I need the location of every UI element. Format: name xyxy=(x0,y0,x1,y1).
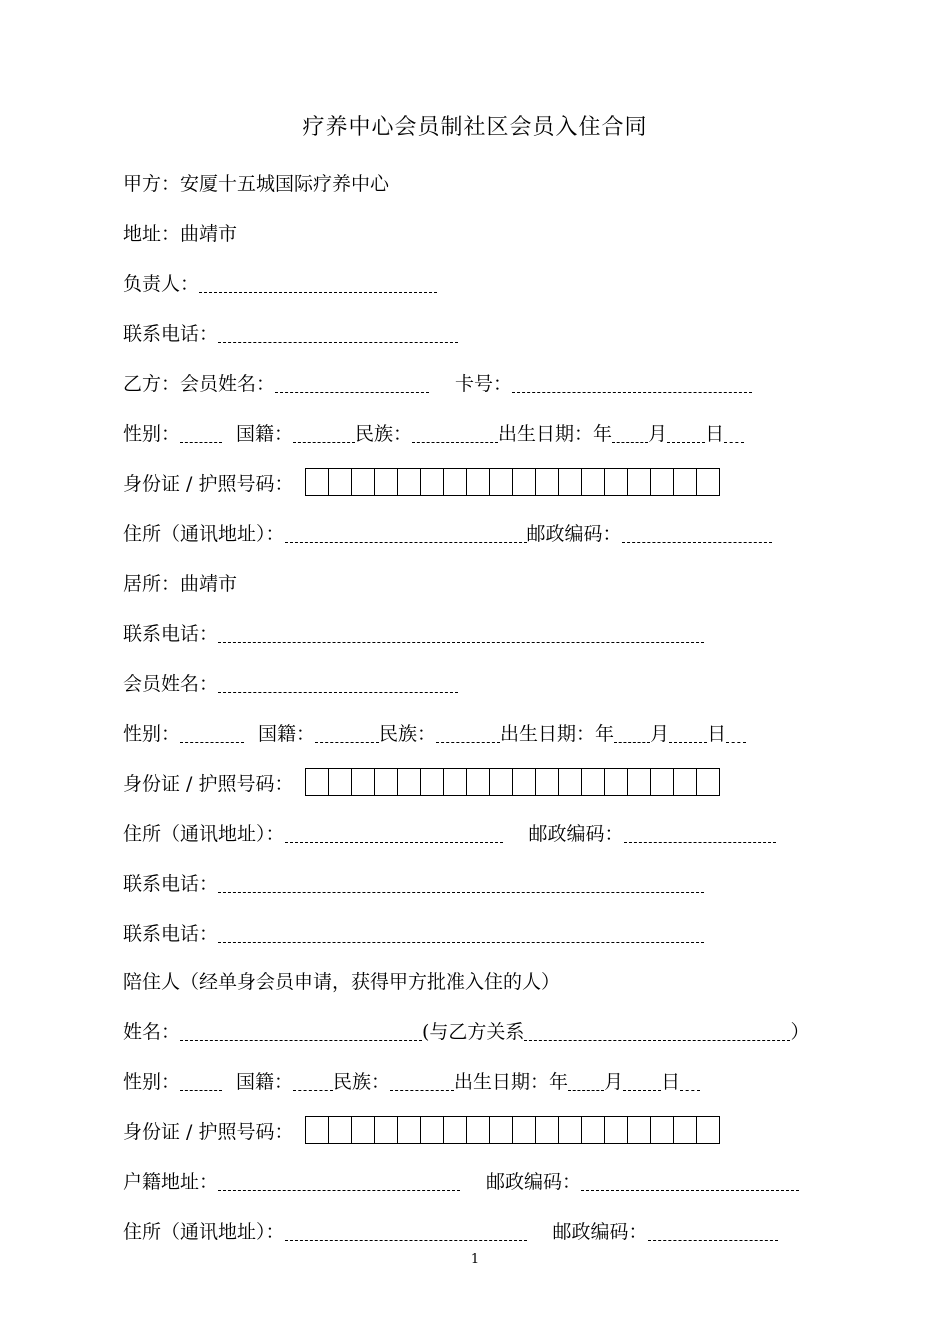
dwelling-value: 曲靖市 xyxy=(180,573,238,595)
household-label: 户籍地址： xyxy=(123,1171,219,1193)
companion-heading-row xyxy=(123,964,830,994)
companion-info-row xyxy=(123,1064,830,1094)
party-b-phone-field[interactable] xyxy=(218,638,704,643)
card-number-field[interactable] xyxy=(512,388,752,393)
birth-label: 出生日期：年 xyxy=(454,1071,569,1093)
phone-label: 联系电话： xyxy=(123,873,219,895)
month-label: 月 xyxy=(648,423,668,445)
address-value: 曲靖市 xyxy=(180,223,238,245)
nationality-label: 国籍： xyxy=(236,423,294,445)
gender-label: 性别： xyxy=(123,723,181,745)
month-label: 月 xyxy=(604,1071,624,1093)
residence-label: 住所（通讯地址）： xyxy=(123,823,285,845)
member-name-field[interactable] xyxy=(275,388,429,393)
second-member-name-field[interactable] xyxy=(218,688,458,693)
person-in-charge-row xyxy=(123,266,830,296)
page-title: 疗养中心会员制社区会员入住合同 xyxy=(302,115,648,140)
postal-field[interactable] xyxy=(581,1186,799,1191)
nationality-field[interactable] xyxy=(315,738,379,743)
gender-label: 性别： xyxy=(123,423,181,445)
companion-household-row xyxy=(123,1164,830,1194)
dwelling-label: 居所： xyxy=(123,573,181,595)
second-member-info-row xyxy=(123,716,830,746)
residence-field[interactable] xyxy=(285,538,527,543)
companion-id-row xyxy=(123,1114,830,1144)
ethnicity-field[interactable] xyxy=(436,738,500,743)
companion-name-row xyxy=(123,1014,830,1044)
birth-month-field[interactable] xyxy=(623,1086,661,1091)
residence-label: 住所（通讯地址）： xyxy=(123,523,285,545)
id-number-boxes[interactable] xyxy=(305,468,720,496)
gender-field[interactable] xyxy=(180,1086,222,1091)
gender-field[interactable] xyxy=(180,438,222,443)
day-label: 日 xyxy=(707,723,727,745)
party-b-info-row xyxy=(123,416,830,446)
postal-label: 邮政编码： xyxy=(552,1221,648,1243)
dwelling-row xyxy=(123,566,830,596)
companion-heading: 陪住人（经单身会员申请，获得甲方批准入住的人） xyxy=(123,971,561,993)
birth-day-field[interactable] xyxy=(726,738,746,743)
party-b-label: 乙方：会员姓名： xyxy=(123,373,276,395)
birth-year-field[interactable] xyxy=(612,438,648,443)
phone-label: 联系电话： xyxy=(123,623,219,645)
second-member-phone-row-1 xyxy=(123,866,830,896)
companion-name-field[interactable] xyxy=(180,1036,422,1041)
party-a-phone-field[interactable] xyxy=(218,338,458,343)
second-member-id-row xyxy=(123,766,830,796)
residence-field[interactable] xyxy=(285,1236,527,1241)
day-label: 日 xyxy=(705,423,725,445)
id-number-boxes[interactable] xyxy=(305,768,720,796)
name-label: 姓名： xyxy=(123,1021,181,1043)
ethnicity-field[interactable] xyxy=(390,1086,454,1091)
id-label: 身份证 / 护照号码： xyxy=(123,473,294,495)
second-member-phone-field-1[interactable] xyxy=(218,888,704,893)
postal-label: 邮政编码： xyxy=(528,823,624,845)
person-in-charge-label: 负责人： xyxy=(123,273,200,295)
postal-label: 邮政编码： xyxy=(486,1171,582,1193)
postal-label: 邮政编码： xyxy=(526,523,622,545)
party-b-phone-row xyxy=(123,616,830,646)
birth-label: 出生日期：年 xyxy=(500,723,615,745)
second-member-phone-row-2 xyxy=(123,916,830,946)
id-label: 身份证 / 护照号码： xyxy=(123,773,294,795)
person-in-charge-field[interactable] xyxy=(199,288,437,293)
birth-month-field[interactable] xyxy=(669,738,707,743)
card-label: 卡号： xyxy=(455,373,513,395)
second-member-phone-field-2[interactable] xyxy=(218,938,704,943)
birth-month-field[interactable] xyxy=(667,438,705,443)
postal-field[interactable] xyxy=(622,538,772,543)
address-row xyxy=(123,216,830,246)
birth-year-field[interactable] xyxy=(568,1086,604,1091)
nationality-field[interactable] xyxy=(293,438,355,443)
phone-label: 联系电话： xyxy=(123,323,219,345)
residence-field[interactable] xyxy=(285,838,503,843)
nationality-label: 国籍： xyxy=(236,1071,294,1093)
id-number-boxes[interactable] xyxy=(305,1116,720,1144)
ethnicity-label: 民族： xyxy=(355,423,413,445)
address-label: 地址： xyxy=(123,223,181,245)
party-b-row xyxy=(123,366,830,396)
postal-field[interactable] xyxy=(624,838,776,843)
birth-day-field[interactable] xyxy=(680,1086,700,1091)
party-b-residence-row xyxy=(123,516,830,546)
companion-residence-row xyxy=(123,1214,830,1244)
phone-label: 联系电话： xyxy=(123,923,219,945)
birth-label: 出生日期：年 xyxy=(498,423,613,445)
gender-label: 性别： xyxy=(123,1071,181,1093)
ethnicity-label: 民族： xyxy=(333,1071,391,1093)
nationality-label: 国籍： xyxy=(258,723,316,745)
member-name-label: 会员姓名： xyxy=(123,673,219,695)
member-name-row xyxy=(123,666,830,696)
residence-label: 住所（通讯地址）： xyxy=(123,1221,285,1243)
ethnicity-label: 民族： xyxy=(379,723,437,745)
page-number: 1 xyxy=(470,1252,480,1267)
party-a-value: 安厦十五城国际疗养中心 xyxy=(180,173,390,195)
ethnicity-field[interactable] xyxy=(412,438,498,443)
birth-day-field[interactable] xyxy=(724,438,744,443)
month-label: 月 xyxy=(650,723,670,745)
birth-year-field[interactable] xyxy=(614,738,650,743)
relation-field[interactable] xyxy=(524,1036,790,1041)
nationality-field[interactable] xyxy=(293,1086,333,1091)
party-a-phone-row xyxy=(123,316,830,346)
household-field[interactable] xyxy=(218,1186,460,1191)
day-label: 日 xyxy=(661,1071,681,1093)
party-a-row xyxy=(123,166,830,196)
party-a-label: 甲方： xyxy=(123,173,181,195)
id-label: 身份证 / 护照号码： xyxy=(123,1121,294,1143)
postal-field[interactable] xyxy=(648,1236,778,1241)
gender-field[interactable] xyxy=(180,738,244,743)
second-member-residence-row xyxy=(123,816,830,846)
relation-close: ） xyxy=(790,1021,810,1043)
relation-open: (与乙方关系 xyxy=(422,1021,525,1043)
party-b-id-row xyxy=(123,466,830,496)
